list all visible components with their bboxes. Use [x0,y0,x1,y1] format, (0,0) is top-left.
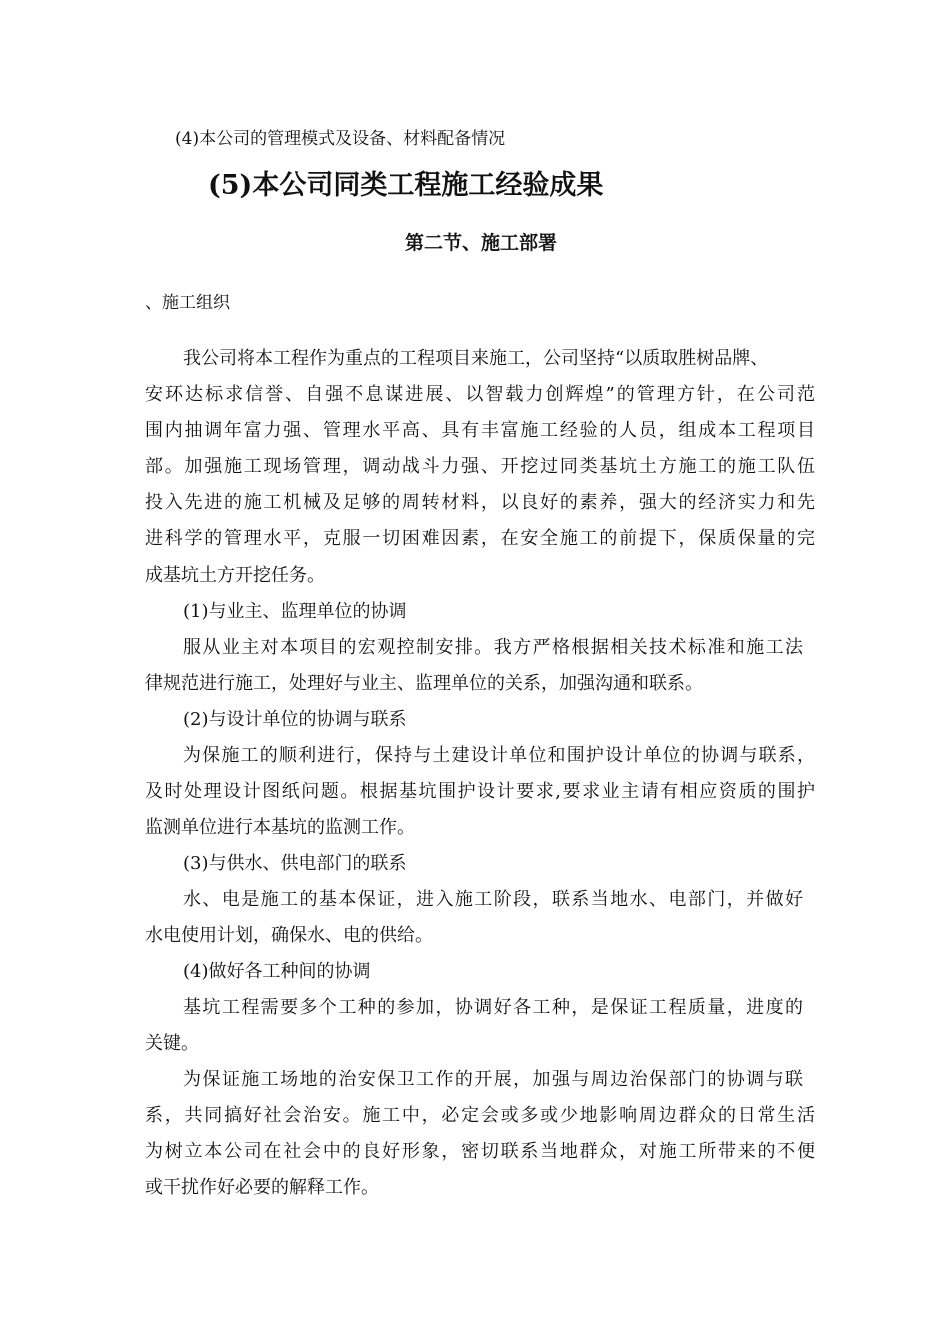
paragraph-line: 水、电是施工的基本保证，进入施工阶段，联系当地水、电部门，并做好 [183,889,803,910]
paragraph-line: 律规范进行施工，处理好与业主、监理单位的关系，加强沟通和联系。 [145,673,703,694]
item-4b-title: (4)做好各工种间的协调 [183,961,371,982]
paragraph-line: 关键。 [145,1033,199,1054]
paragraph-line: 围内抽调年富力强、管理水平高、具有丰富施工经验的人员，组成本工程项目 [145,420,815,441]
item-3-title: (3)与供水、供电部门的联系 [183,853,407,874]
paragraph-line: 安环达标求信誉、自强不息谋进展、以智载力创辉煌”的管理方针，在公司范 [145,384,815,405]
paragraph-line: 或干扰作好必要的解释工作。 [145,1177,379,1198]
item-1-title: (1)与业主、监理单位的协调 [183,601,407,622]
paragraph-line: 为保施工的顺利进行，保持与土建设计单位和围护设计单位的协调与联系， [183,745,815,766]
paragraph-line: 监测单位进行本基坑的监测工作。 [145,817,415,838]
paragraph-line: 系，共同搞好社会治安。施工中，必定会或多或少地影响周边群众的日常生活 [145,1105,815,1126]
item-4-heading: (4)本公司的管理模式及设备、材料配备情况 [175,129,506,149]
paragraph-line: 水电使用计划，确保水、电的供给。 [145,925,433,946]
paragraph-line: 我公司将本工程作为重点的工程项目来施工，公司坚持“以质取胜树品牌、 [183,348,769,369]
paragraph-line: 成基坑土方开挖任务。 [145,565,325,586]
paragraph-line: 为保证施工场地的治安保卫工作的开展，加强与周边治保部门的协调与联 [183,1069,803,1090]
paragraph-line: 部。加强施工现场管理，调动战斗力强、开挖过同类基坑土方施工的施工队伍 [145,456,815,477]
subheading-construction-organization: 、施工组织 [145,293,230,313]
item-2-title: (2)与设计单位的协调与联系 [183,709,407,730]
paragraph-line: 基坑工程需要多个工种的参加，协调好各工种，是保证工程质量，进度的 [183,997,803,1018]
section-title: 第二节、施工部署 [405,232,558,254]
paragraph-line: 服从业主对本项目的宏观控制安排。我方严格根据相关技术标准和施工法 [183,637,803,658]
item-5-heading: (5)本公司同类工程施工经验成果 [208,170,604,201]
paragraph-line: 投入先进的施工机械及足够的周转材料，以良好的素养，强大的经济实力和先 [145,492,815,513]
paragraph-line: 及时处理设计图纸问题。根据基坑围护设计要求,要求业主请有相应资质的围护 [145,781,815,802]
paragraph-line: 为树立本公司在社会中的良好形象，密切联系当地群众，对施工所带来的不便 [145,1141,815,1162]
paragraph-line: 进科学的管理水平，克服一切困难因素，在安全施工的前提下，保质保量的完 [145,528,815,549]
